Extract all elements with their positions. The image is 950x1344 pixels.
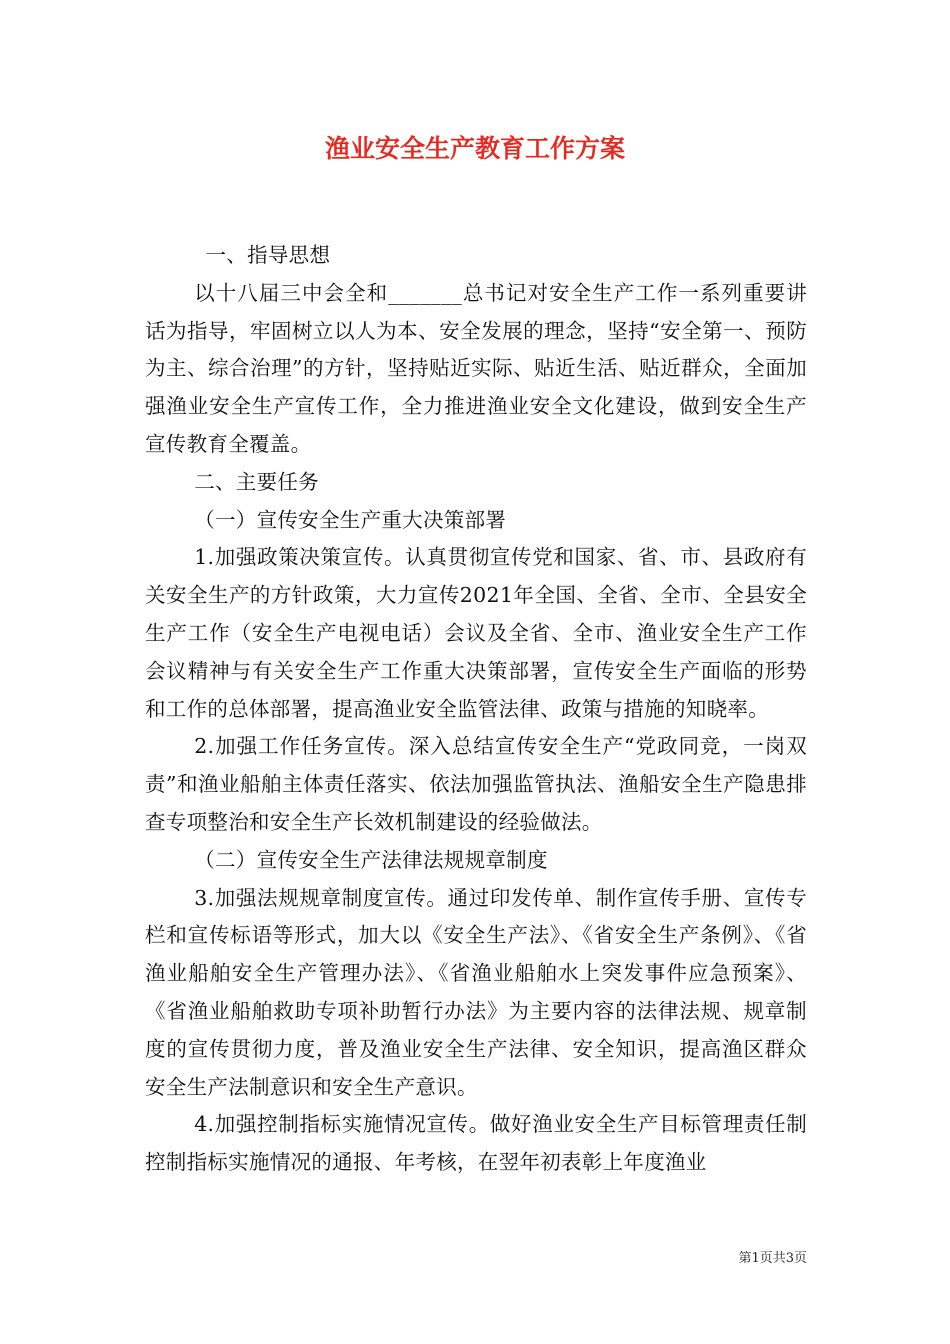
section-heading-guiding-ideology: 一、指导思想 [205,243,331,267]
paragraph-item-3: 3.加强法规规章制度宣传。通过印发传单、制作宣传手册、宣传专栏和宣传标语等形式，加大以《安全生产法》、《省安全生产条例》、《省渔业船舶安全生产管理办法》、《省渔业船舶水上突发事件应急预案》、《省渔业船舶救助专项补助暂行办法》为主要内容的法律法规、规章制度的宣传贯彻力度，普及渔业安全生产法律、安全知识，提高渔区群众安全生产法制意识和安全生产意识。 [145,885,807,1099]
section-heading-main-tasks: 二、主要任务 [194,469,319,494]
paragraph-item-4: 4.加强控制指标实施情况宣传。做好渔业安全生产目标管理责任制控制指标实施情况的通报、年考核，在翌年初表彰上年度渔业 [145,1112,807,1175]
document-body [145,237,807,1182]
paragraph-guiding-ideology: 以十八届三中会全和_______总书记对安全生产工作一系列重要讲话为指导，牢固树立以人为本、安全发展的理念，坚持“安全第一、预防为主、综合治理”的方针，坚持贴近实际、贴近生活、贴近群众，全面加强渔业安全生产宣传工作，全力推进渔业安全文化建设，做到安全生产宣传教育全覆盖。 [145,280,807,456]
subsection-heading-2: （二）宣传安全生产法律法规规章制度 [194,847,548,872]
paragraph-item-1: 1.加强政策决策宣传。认真贯彻宣传党和国家、省、市、县政府有关安全生产的方针政策，大力宣传2021年全国、全省、全市、全县安全生产工作（安全生产电视电话）会议及全省、全市、渔业安全生产工作会议精神与有关安全生产工作重大决策部署，宣传安全生产面临的形势和工作的总体部署，提高渔业安全监管法律、政策与措施的知晓率。 [145,545,807,721]
page-number: 第1页共3页 [738,1251,807,1266]
paragraph-item-2: 2.加强工作任务宣传。深入总结宣传安全生产“党政同竞，一岗双责”和渔业船舶主体责任落实、依法加强监管执法、渔船安全生产隐患排查专项整治和安全生产长效机制建设的经验做法。 [145,734,807,834]
subsection-heading-1: （一）宣传安全生产重大决策部署 [194,507,507,532]
document-title: 渔业安全生产教育工作方案 [324,134,625,163]
